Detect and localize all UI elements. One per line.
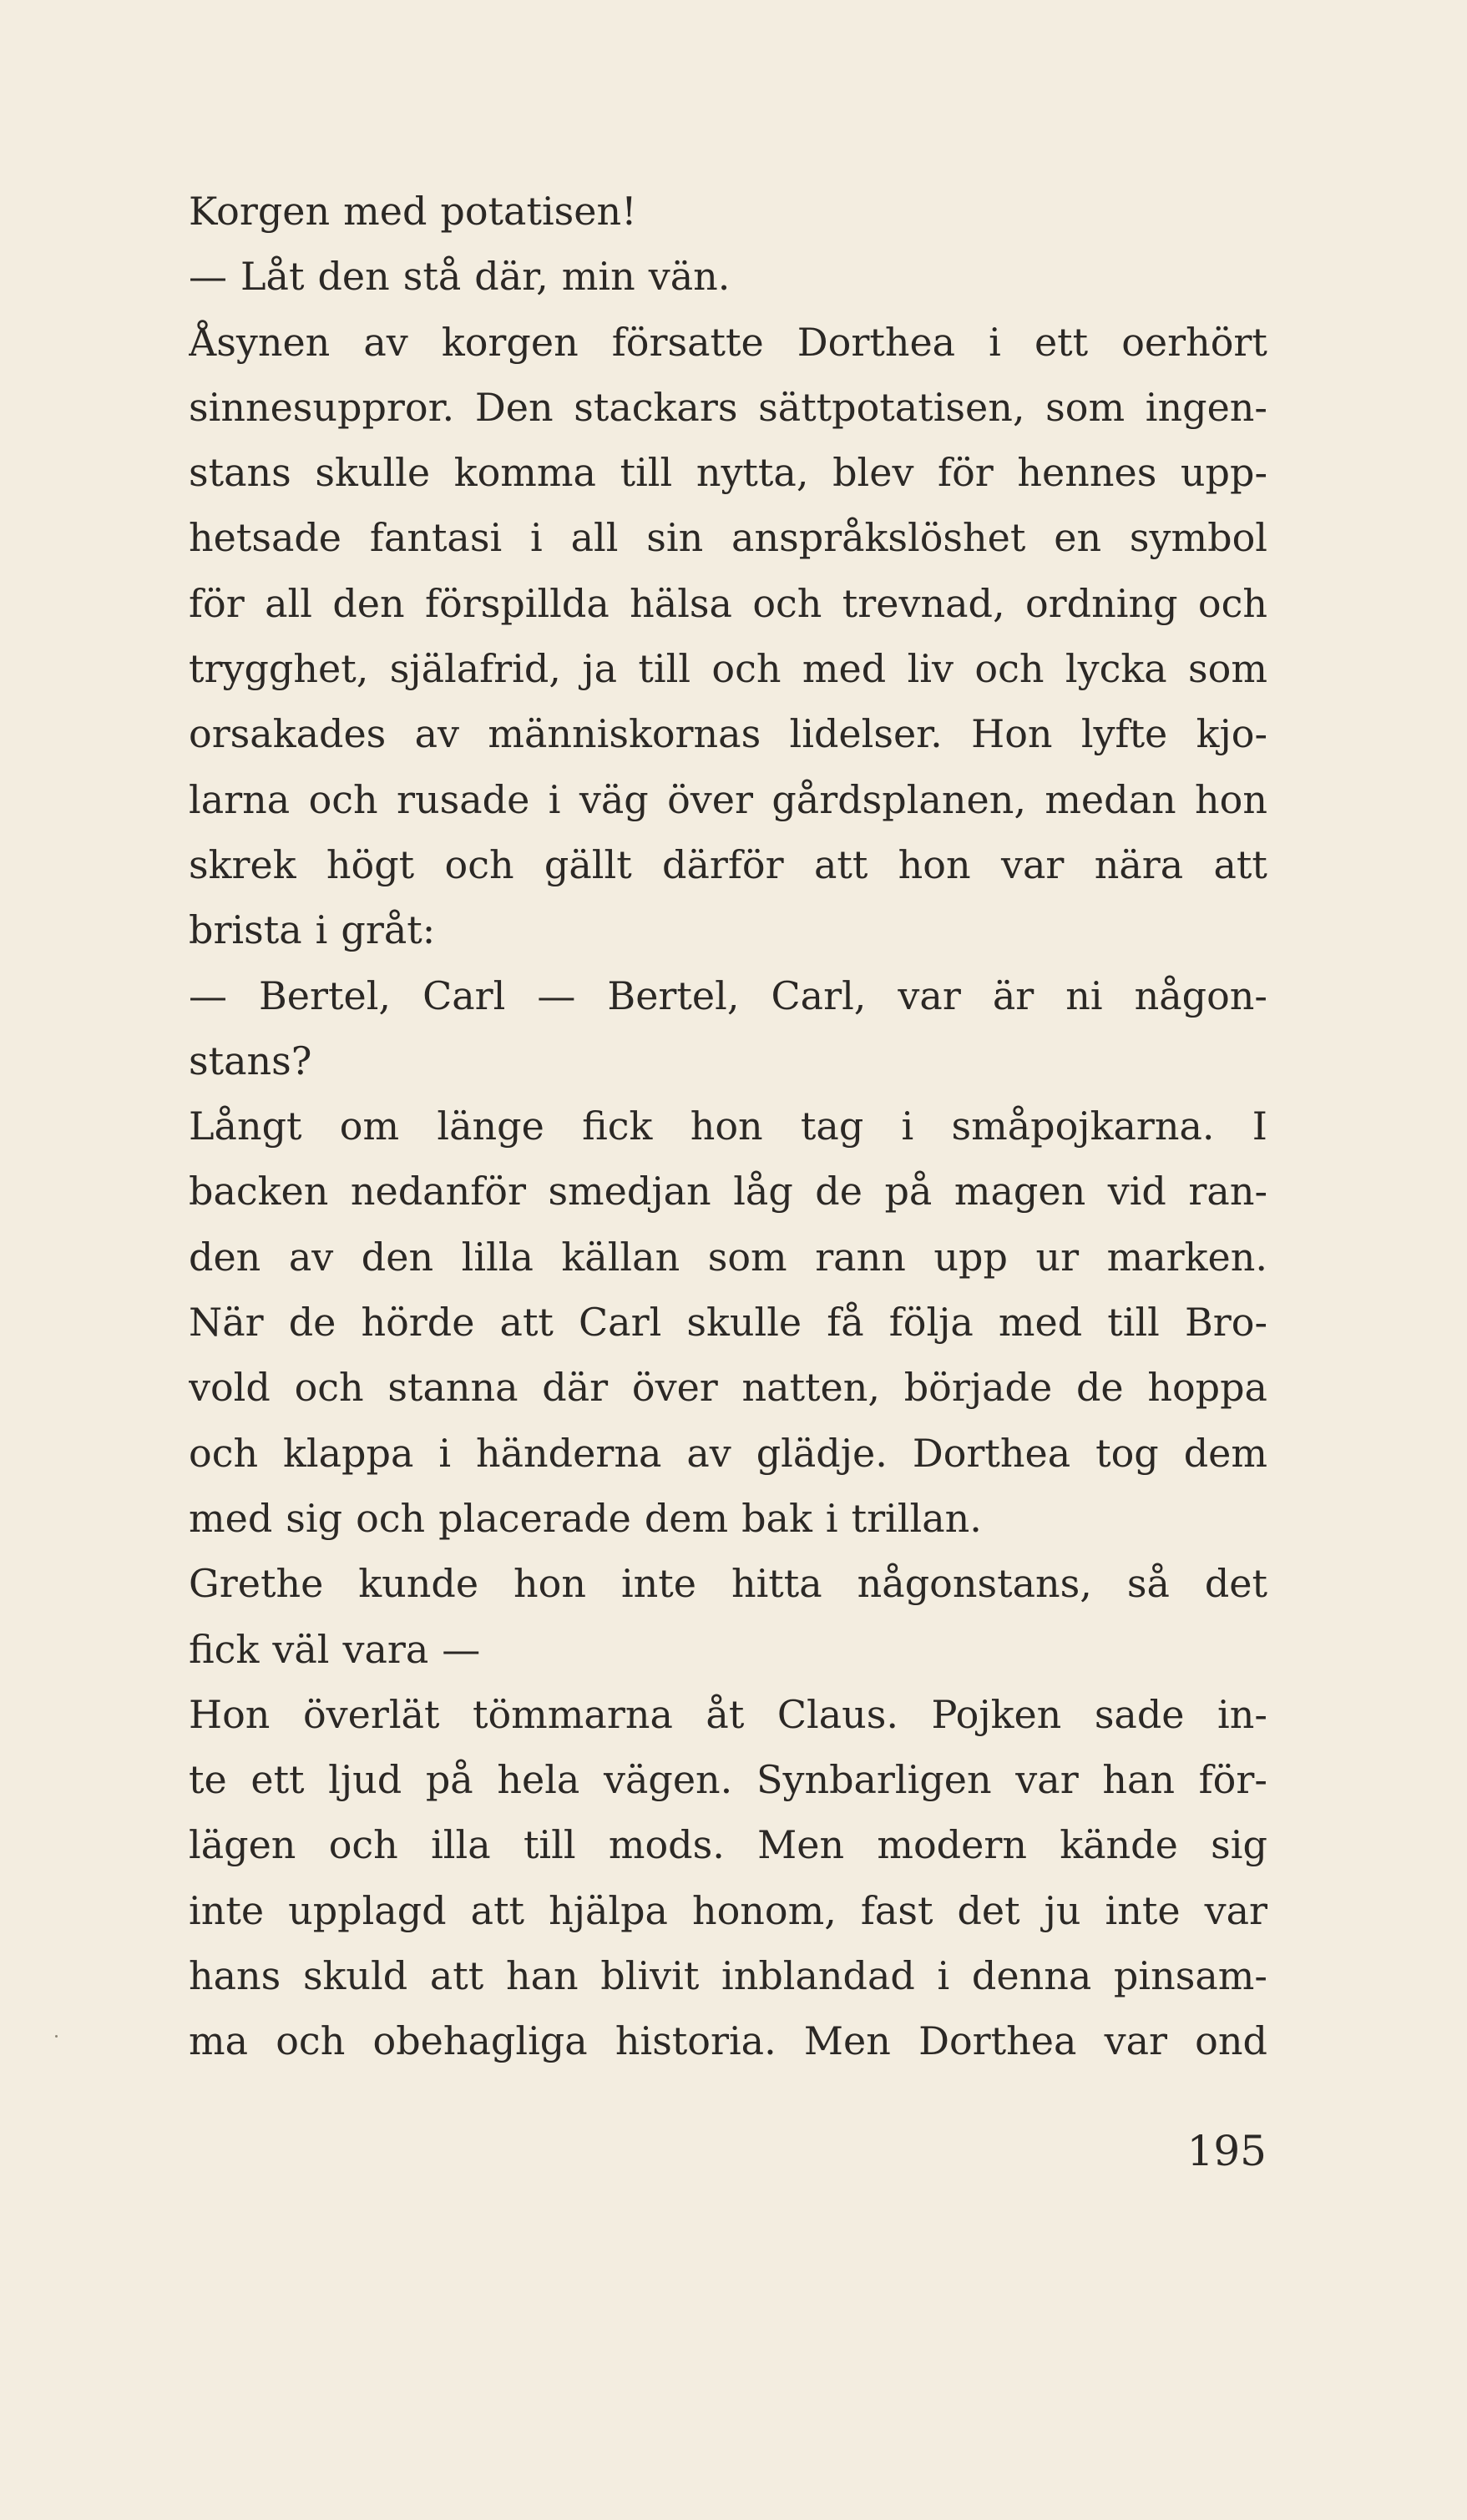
page-number: 195 <box>1186 2127 1267 2175</box>
text-line <box>189 1878 1267 1943</box>
word: Pojken <box>931 1691 1062 1737</box>
text-line <box>189 1421 1267 1486</box>
word: det <box>1204 1561 1267 1607</box>
word: dem <box>1183 1430 1267 1476</box>
word: natten, <box>741 1365 881 1411</box>
word: kunde <box>358 1561 479 1607</box>
word: ingen- <box>1145 384 1267 430</box>
word: de <box>288 1300 336 1346</box>
word: hitta <box>731 1561 822 1607</box>
text-line <box>189 310 1267 375</box>
word: någonstans, <box>857 1561 1092 1607</box>
word: överlät <box>302 1691 440 1737</box>
word: förspillda <box>425 580 610 626</box>
word: potatisen! <box>440 189 637 234</box>
text-line <box>189 440 1267 505</box>
text-line <box>189 1682 1267 1747</box>
word: ond <box>1195 2018 1267 2064</box>
word: i <box>901 1103 914 1149</box>
text-line <box>189 1812 1267 1877</box>
word: sig <box>286 1495 343 1541</box>
text-line <box>189 767 1267 832</box>
word: hennes <box>1017 450 1157 496</box>
word: all <box>265 580 312 626</box>
word: orsakades <box>189 711 387 757</box>
word: på <box>425 1757 473 1803</box>
word: var <box>1204 1887 1267 1933</box>
word: en <box>1054 515 1102 561</box>
text-line <box>189 1617 1267 1682</box>
word: skulle <box>686 1300 802 1346</box>
word: stå <box>402 254 462 300</box>
word: och <box>752 580 822 626</box>
word: tömmarna <box>472 1691 673 1737</box>
word: och <box>1197 580 1267 626</box>
word: upplagd <box>288 1887 447 1933</box>
word: ett <box>1034 319 1089 365</box>
word: och <box>444 841 514 887</box>
text-line <box>189 1028 1267 1093</box>
text-line <box>189 2008 1267 2073</box>
word: började <box>903 1365 1053 1411</box>
word: fick <box>582 1103 653 1149</box>
word: te <box>189 1757 227 1803</box>
word: över <box>631 1365 718 1411</box>
word: magen <box>954 1169 1086 1215</box>
word: kjo- <box>1196 711 1267 757</box>
word: att <box>499 1300 554 1346</box>
word: länge <box>437 1103 544 1149</box>
word: till <box>523 1822 576 1868</box>
word: över <box>667 776 753 822</box>
word: Dorthea <box>797 319 956 365</box>
word: med <box>189 1495 273 1541</box>
word: i <box>825 1495 838 1541</box>
word: ju <box>1044 1887 1081 1933</box>
body-text <box>189 179 1267 2074</box>
text-line <box>189 1943 1267 2008</box>
word: han <box>505 1953 579 1999</box>
text-line <box>189 701 1267 766</box>
word: i <box>530 515 543 561</box>
word: och <box>356 1495 426 1541</box>
word: av <box>288 1234 334 1280</box>
word: symbol <box>1129 515 1267 561</box>
word: gråt: <box>341 907 436 953</box>
text-line <box>189 1551 1267 1616</box>
word: ur <box>1035 1234 1080 1280</box>
word: och <box>974 646 1045 692</box>
word: hörde <box>361 1300 475 1346</box>
word: hans <box>189 1953 281 1999</box>
word: väg <box>579 776 649 822</box>
word: att <box>813 841 868 887</box>
word: sinnesuppror. <box>189 384 455 430</box>
word: I <box>1252 1103 1267 1149</box>
text-line <box>189 1225 1267 1290</box>
word: — <box>189 254 227 300</box>
word: fick <box>189 1626 260 1672</box>
word: gällt <box>544 841 632 887</box>
word: är <box>992 972 1034 1018</box>
word: denna <box>971 1953 1092 1999</box>
word: sig <box>1211 1822 1267 1868</box>
word: — <box>442 1626 481 1672</box>
word: Låt <box>240 254 305 300</box>
text-line <box>189 1093 1267 1159</box>
word: stackars <box>574 384 738 430</box>
word: inte <box>189 1887 265 1933</box>
word: all <box>570 515 619 561</box>
word: upp <box>933 1234 1008 1280</box>
word: händerna <box>476 1430 662 1476</box>
word: in- <box>1217 1691 1267 1737</box>
word: Den <box>474 384 554 430</box>
word: de <box>1075 1365 1124 1411</box>
word: lägen <box>189 1822 296 1868</box>
word: — <box>189 972 227 1018</box>
word: de <box>815 1169 862 1215</box>
word: hon <box>898 841 971 887</box>
word: i <box>548 776 561 822</box>
word: stans <box>189 450 291 496</box>
word: bak <box>741 1495 812 1541</box>
word: Men <box>803 2018 891 2064</box>
word: lilla <box>461 1234 534 1280</box>
word: backen <box>189 1169 329 1215</box>
text-line <box>189 571 1267 636</box>
word: ljud <box>328 1757 402 1803</box>
word: larna <box>189 776 291 822</box>
word: inblandad <box>721 1953 915 1999</box>
word: hjälpa <box>549 1887 668 1933</box>
word: med <box>802 646 887 692</box>
word: Carl <box>578 1300 662 1346</box>
word: trevnad, <box>842 580 1005 626</box>
word: blev <box>832 450 914 496</box>
word: honom, <box>691 1887 837 1933</box>
word: upp- <box>1180 450 1267 496</box>
word: den <box>332 580 405 626</box>
word: stanna <box>387 1365 519 1411</box>
word: i <box>438 1430 452 1476</box>
word: för <box>189 580 245 626</box>
word: och <box>328 1822 398 1868</box>
word: obehagliga <box>372 2018 588 2064</box>
word: för- <box>1198 1757 1267 1803</box>
word: illa <box>431 1822 491 1868</box>
word: vold <box>189 1365 271 1411</box>
word: Dorthea <box>912 1430 1071 1476</box>
word: och <box>276 2018 346 2064</box>
word: som <box>1045 384 1126 430</box>
word: och <box>294 1365 364 1411</box>
word: skrek <box>189 841 296 887</box>
text-line <box>189 1747 1267 1812</box>
word: som <box>707 1234 787 1280</box>
word: till <box>620 450 673 496</box>
text-line <box>189 505 1267 570</box>
word: som <box>1188 646 1267 692</box>
word: rusade <box>397 776 530 822</box>
word: i <box>315 907 328 953</box>
word: ett <box>250 1757 305 1803</box>
word: försatte <box>611 319 764 365</box>
word: brista <box>189 907 302 953</box>
text-line <box>189 244 1267 309</box>
word: Bro- <box>1184 1300 1267 1346</box>
word: väl <box>272 1626 330 1672</box>
word: Synbarligen <box>756 1757 992 1803</box>
word: korgen <box>441 319 579 365</box>
word: Dorthea <box>918 2018 1077 2064</box>
word: själafrid, <box>389 646 561 692</box>
word: hela <box>497 1757 580 1803</box>
word: av <box>414 711 460 757</box>
word: oerhört <box>1121 319 1267 365</box>
word: Bertel, <box>259 972 392 1018</box>
word: högt <box>326 841 415 887</box>
word: liv <box>907 646 954 692</box>
word: rann <box>815 1234 906 1280</box>
word: där <box>542 1365 609 1411</box>
word: och <box>711 646 782 692</box>
word: anspråkslöshet <box>731 515 1026 561</box>
word: trygghet, <box>189 646 369 692</box>
text-line <box>189 1355 1267 1420</box>
word: vara <box>342 1626 429 1672</box>
word: modern <box>877 1822 1027 1868</box>
word: Carl <box>422 972 506 1018</box>
word: kände <box>1060 1822 1178 1868</box>
word: att <box>429 1953 484 1999</box>
word: på <box>884 1169 933 1215</box>
word: medan <box>1045 776 1176 822</box>
text-line <box>189 1486 1267 1551</box>
word: med <box>998 1300 1083 1346</box>
word: åt <box>706 1691 745 1737</box>
word: trillan. <box>851 1495 982 1541</box>
word: var <box>1015 1757 1079 1803</box>
word: inte <box>1105 1887 1181 1933</box>
word: ma <box>189 2018 249 2064</box>
word: mods. <box>608 1822 725 1868</box>
word: smedjan <box>548 1169 711 1215</box>
word: hon <box>690 1103 763 1149</box>
word: att <box>1213 841 1267 887</box>
word: få <box>827 1300 864 1346</box>
word: hoppa <box>1147 1365 1267 1411</box>
word: hon <box>1195 776 1267 822</box>
word: — <box>537 972 576 1018</box>
word: vän. <box>648 254 731 300</box>
text-line <box>189 963 1267 1028</box>
word: om <box>339 1103 400 1149</box>
text-line <box>189 897 1267 962</box>
word: därför <box>662 841 784 887</box>
word: tag <box>800 1103 864 1149</box>
word: låg <box>733 1169 793 1215</box>
word: det <box>957 1887 1020 1933</box>
text-line <box>189 1159 1267 1224</box>
word: för <box>938 450 994 496</box>
paper-speck <box>55 2035 58 2038</box>
text-line <box>189 179 1267 244</box>
word: Claus. <box>776 1691 899 1737</box>
text-line <box>189 832 1267 897</box>
word: Hon <box>971 711 1053 757</box>
word: tog <box>1095 1430 1159 1476</box>
word: och <box>308 776 378 822</box>
word: någon- <box>1134 972 1267 1018</box>
word: ja <box>582 646 618 692</box>
word: komma <box>453 450 596 496</box>
word: Hon <box>189 1691 271 1737</box>
word: sin <box>646 515 704 561</box>
word: den <box>361 1234 434 1280</box>
word: stans? <box>189 1038 312 1083</box>
word: av <box>363 319 408 365</box>
text-line <box>189 636 1267 701</box>
word: var <box>1000 841 1065 887</box>
text-line <box>189 1290 1267 1355</box>
word: småpojkarna. <box>951 1103 1215 1149</box>
word: att <box>470 1887 525 1933</box>
word: till <box>1107 1300 1160 1346</box>
word: källan <box>561 1234 680 1280</box>
word: ran- <box>1188 1169 1267 1215</box>
word: där, <box>474 254 549 300</box>
word: nära <box>1094 841 1184 887</box>
word: hon <box>513 1561 586 1607</box>
word: lidelser. <box>789 711 943 757</box>
word: med <box>343 189 427 234</box>
word: min <box>561 254 635 300</box>
word: vid <box>1107 1169 1166 1215</box>
word: den <box>189 1234 261 1280</box>
word: marken. <box>1106 1234 1267 1280</box>
word: glädje. <box>756 1430 888 1476</box>
word: skuld <box>302 1953 408 1999</box>
word: var <box>1104 2018 1167 2064</box>
word: nedanför <box>350 1169 526 1215</box>
word: vägen. <box>603 1757 733 1803</box>
word: fast <box>860 1887 933 1933</box>
word: Åsynen <box>189 319 331 365</box>
word: skulle <box>315 450 431 496</box>
word: När <box>189 1300 264 1346</box>
word: lyfte <box>1080 711 1168 757</box>
word: blivit <box>600 1953 700 1999</box>
word: och <box>189 1430 259 1476</box>
word: gårdsplanen, <box>771 776 1026 822</box>
word: Korgen <box>189 189 331 234</box>
word: den <box>317 254 390 300</box>
word: klappa <box>283 1430 414 1476</box>
word: lycka <box>1065 646 1167 692</box>
word: historia. <box>615 2018 776 2064</box>
word: sättpotatisen, <box>758 384 1025 430</box>
word: var <box>898 972 961 1018</box>
word: hälsa <box>630 580 732 626</box>
word: till <box>638 646 691 692</box>
word: följa <box>888 1300 974 1346</box>
word: nytta, <box>696 450 809 496</box>
word: Grethe <box>189 1561 324 1607</box>
word: ordning <box>1024 580 1178 626</box>
word: Carl, <box>771 972 867 1018</box>
text-line <box>189 375 1267 440</box>
word: dem <box>644 1495 729 1541</box>
word: inte <box>620 1561 696 1607</box>
word: människornas <box>488 711 761 757</box>
word: Bertel, <box>607 972 740 1018</box>
word: fantasi <box>369 515 503 561</box>
word: han <box>1102 1757 1175 1803</box>
word: av <box>686 1430 731 1476</box>
word: i <box>989 319 1001 365</box>
word: Långt <box>189 1103 302 1149</box>
word: sade <box>1094 1691 1185 1737</box>
word: ni <box>1065 972 1103 1018</box>
word: så <box>1126 1561 1170 1607</box>
word: pinsam- <box>1113 1953 1267 1999</box>
word: Men <box>757 1822 845 1868</box>
word: i <box>937 1953 950 1999</box>
word: placerade <box>438 1495 631 1541</box>
word: hetsade <box>189 515 342 561</box>
